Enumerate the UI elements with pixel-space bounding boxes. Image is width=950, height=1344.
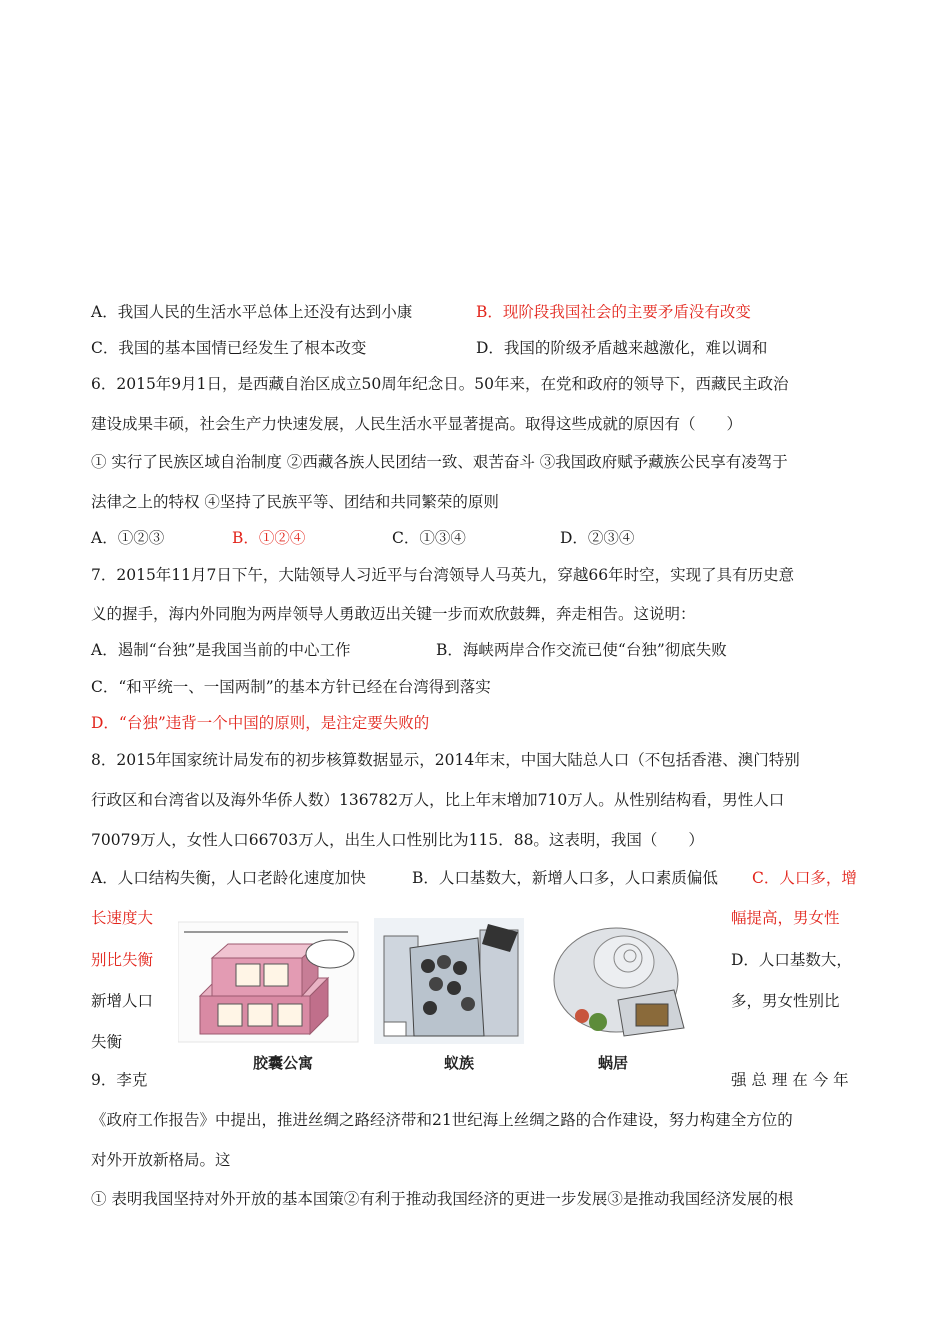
q8-option-a: A．人口结构失衡，人口老龄化速度加快 (91, 869, 366, 887)
q8-option-c-part-3: 幅提高，男女性 (731, 909, 840, 927)
q6-option-b: B．①②④ (232, 529, 306, 547)
q8-option-c-part-1: C．人口多，增 (752, 869, 857, 887)
q5-option-b: B．现阶段我国社会的主要矛盾没有改变 (476, 303, 751, 321)
q7-line-1: 7．2015年11月7日下午，大陆领导人习近平与台湾领导人马英九，穿越66年时空，实现了具有历史意 (91, 566, 795, 584)
snail-house-cartoon (540, 918, 698, 1044)
housing-cartoon-illustration (178, 918, 698, 1048)
figure-caption-capsule-apartment: 胶囊公寓 (253, 1054, 314, 1072)
q8-option-d-part-1: D．人口基数大， (731, 951, 852, 969)
q7-option-d: D．“台独”违背一个中国的原则，是注定要失败的 (91, 714, 430, 732)
q8-line-2: 行政区和台湾省以及海外华侨人数）136782万人，比上年末增加710万人。从性别结构看，男性人口 (91, 791, 785, 809)
q9-line-3: 对外开放新格局。这 (91, 1151, 231, 1169)
q8-option-b: B．人口基数大，新增人口多，人口素质偏低 (412, 869, 718, 887)
q5-option-c: C．我国的基本国情已经发生了根本改变 (91, 339, 367, 357)
q6-line-2: 建设成果丰硕，社会生产力快速发展，人民生活水平显著提高。取得这些成就的原因有（ ） (91, 415, 743, 433)
q8-option-c-part-4: 别比失衡 (91, 951, 154, 969)
q7-option-a: A．遏制“台独”是我国当前的中心工作 (91, 641, 351, 659)
capsule-apartment-cartoon (178, 922, 358, 1042)
q9-line-2: 《政府工作报告》中提出，推进丝绸之路经济带和21世纪海上丝绸之路的合作建设，努力构建全方位的 (91, 1111, 793, 1129)
q9-line-4: ① 表明我国坚持对外开放的基本国策②有利于推动我国经济的更进一步发展③是推动我国经济发展的根 (91, 1190, 794, 1208)
q8-option-d-part-4: 失衡 (91, 1033, 123, 1051)
q8-line-1: 8．2015年国家统计局发布的初步核算数据显示，2014年末，中国大陆总人口（不包括香港、澳门特别 (91, 751, 800, 769)
q6-option-a: A．①②③ (91, 529, 165, 547)
q9-line-1-left: 9．李克 (91, 1071, 148, 1089)
q5-option-a: A．我国人民的生活水平总体上还没有达到小康 (91, 303, 413, 321)
q7-option-c: C．“和平统一、一国两制”的基本方针已经在台湾得到落实 (91, 678, 491, 696)
q7-option-b: B．海峡两岸合作交流已使“台独”彻底失败 (436, 641, 727, 659)
q8-option-d-part-2: 新增人口 (91, 992, 154, 1010)
figure-caption-ant-tribe: 蚁族 (444, 1054, 475, 1072)
figure-caption-snail-house: 蜗居 (598, 1054, 629, 1072)
q8-line-3: 70079万人，女性人口66703万人，出生人口性别比为115．88。这表明，我国（ ） (91, 831, 704, 849)
q6-line-3: ① 实行了民族区域自治制度 ②西藏各族人民团结一致、艰苦奋斗 ③我国政府赋予藏族公民享有凌驾于 (91, 453, 788, 471)
ant-tribe-cartoon (374, 918, 524, 1044)
q9-line-1-right: 强 总 理 在 今 年 (731, 1071, 849, 1089)
q7-line-2: 义的握手，海内外同胞为两岸领导人勇敢迈出关键一步而欢欣鼓舞，奔走相告。这说明： (91, 605, 696, 623)
q6-line-1: 6．2015年9月1日，是西藏自治区成立50周年纪念日。50年来，在党和政府的领导下，西藏民主政治 (91, 375, 789, 393)
q8-option-d-part-3: 多，男女性别比 (731, 992, 840, 1010)
q5-option-d: D．我国的阶级矛盾越来越激化，难以调和 (476, 339, 768, 357)
q6-line-4: 法律之上的特权 ④坚持了民族平等、团结和共同繁荣的原则 (91, 493, 499, 511)
q6-option-d: D．②③④ (560, 529, 635, 547)
q6-option-c: C．①③④ (392, 529, 466, 547)
q8-option-c-part-2: 长速度大 (91, 909, 154, 927)
